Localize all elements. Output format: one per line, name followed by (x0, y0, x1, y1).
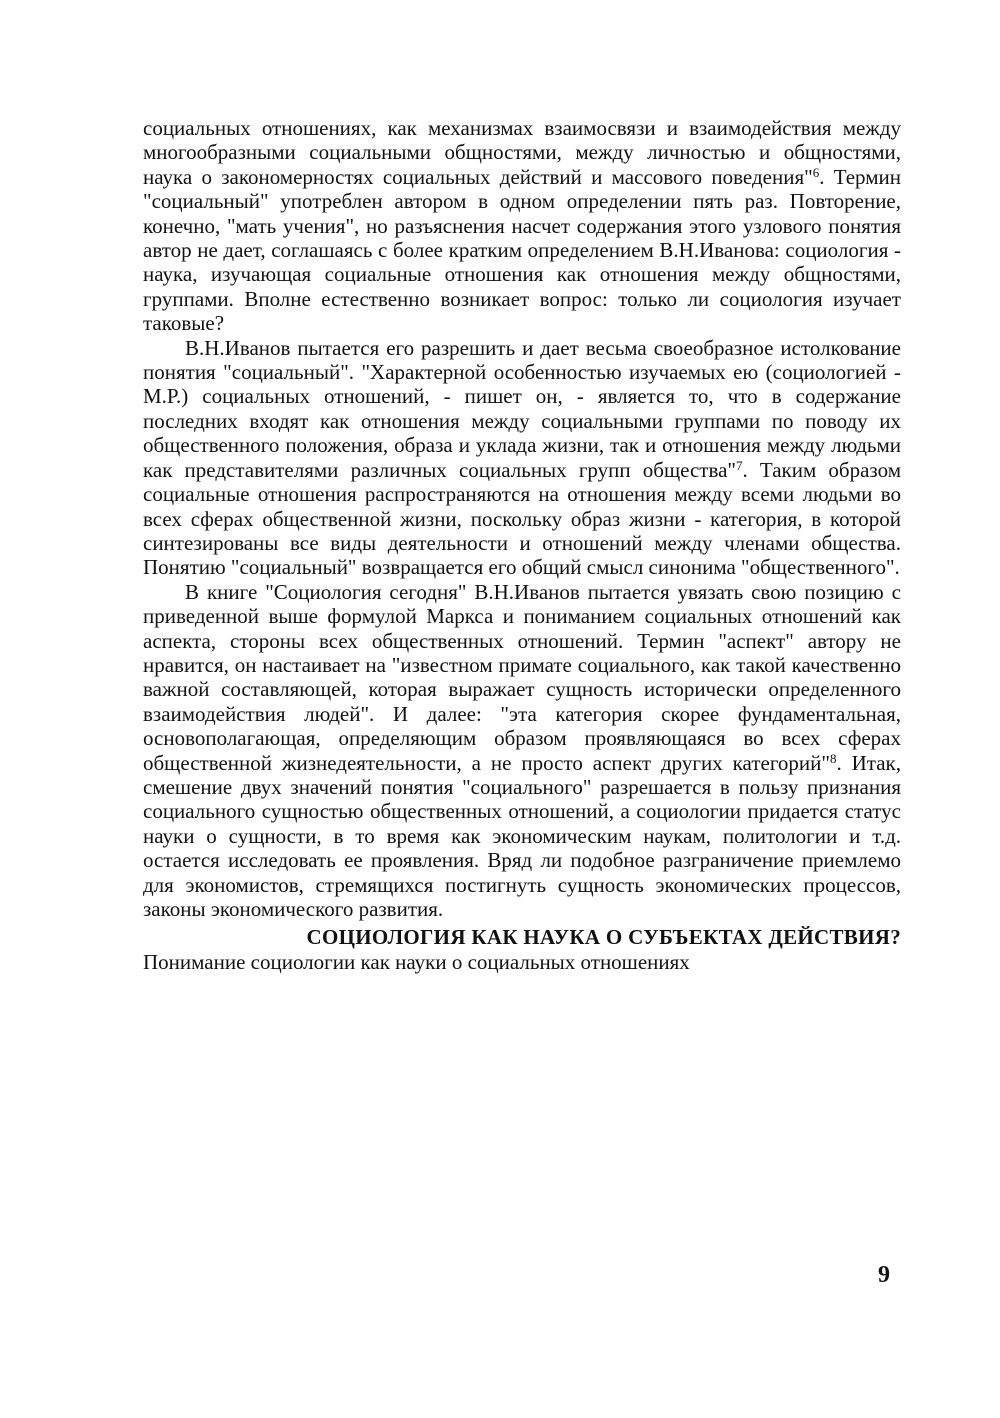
page-number: 9 (878, 1262, 890, 1288)
paragraph-3 (143, 580, 901, 922)
final-line: Понимание социологии как науки о социальных отношениях (143, 949, 690, 974)
section-heading: СОЦИОЛОГИЯ КАК НАУКА О СУБЪЕКТАХ ДЕЙСТВИЯ? (306, 925, 901, 950)
paragraph-1-text: социальных отношениях, как механизмах взаимосвязи и взаимодействия между многообразными социальными общностями, между личностью и общностями, наука о закономерностях социальных действий и массового поведения" (143, 116, 901, 189)
text-body (143, 116, 901, 974)
footnote-ref-7: 7 (736, 457, 743, 473)
paragraph-2-text-cont: . Таким образом социальные отношения распространяются на отношения между всеми людьми во всех сферах общественной жизни, поскольку образ жизни - категория, в которой синтезированы все виды деятельности и отношений между членами общества. Понятию "социальный" возвращается его общий смысл синонима "общественного". (143, 457, 901, 580)
footnote-ref-8: 8 (829, 750, 837, 766)
paragraph-1-text-cont: . Термин "социальный" употреблен автором в одном определении пять раз. Повторение, конечно, "мать учения", но разъяснения насчет содержания этого узлового понятия автор не дает, соглашаясь с более кратким определением В.Н.Иванова: социология - наука, изучающая социальные отношения как отношения между общностями, группами. Вполне естественно возникает вопрос: только ли социология изучает таковые? (143, 164, 901, 336)
paragraph-2-text: В.Н.Иванов пытается его разрешить и дает весьма своеобразное истолкование понятия "социальный". "Характерной особенностью изучаемых ею (социологией - М.Р.) социальных отношений, - пишет он, - является то, что в содержание последних входят как отношения между социальными группами по поводу их общественного положения, образа и уклада жизни, так и отношения между людьми как представителями различных социальных групп общества" (143, 335, 901, 482)
paragraph-2 (143, 336, 901, 580)
paragraph-3-text-cont: . Итак, смешение двух значений понятия "социального" разрешается в пользу признания социального сущностью общественных отношений, а социологии придается статус науки о сущности, в то время как экономическим наукам, политологии и т.д. остается исследовать ее проявления. Вряд ли подобное разграничение приемлемо для экономистов, стремящихся постигнуть сущность экономических процессов, законы экономического развития. (143, 750, 902, 921)
footnote-ref-6: 6 (812, 164, 820, 180)
paragraph-1 (143, 116, 901, 336)
paragraph-3-text: В книге "Социология сегодня" В.Н.Иванов пытается увязать свою позицию с приведенной выше формулой Маркса и пониманием социальных отношений как аспекта, стороны всех общественных отношений. Термин "аспект" автору не нравится, он настаивает на "известном примате социального, как такой качественно важной составляющей, которая выражает сущность исторически определенного взаимодействия людей". И далее: "эта категория скорее фундаментальная, основополагающая, определяющим образом проявляющаяся во всех сферах общественной жизнедеятельности, а не просто аспект других категорий" (143, 579, 901, 775)
